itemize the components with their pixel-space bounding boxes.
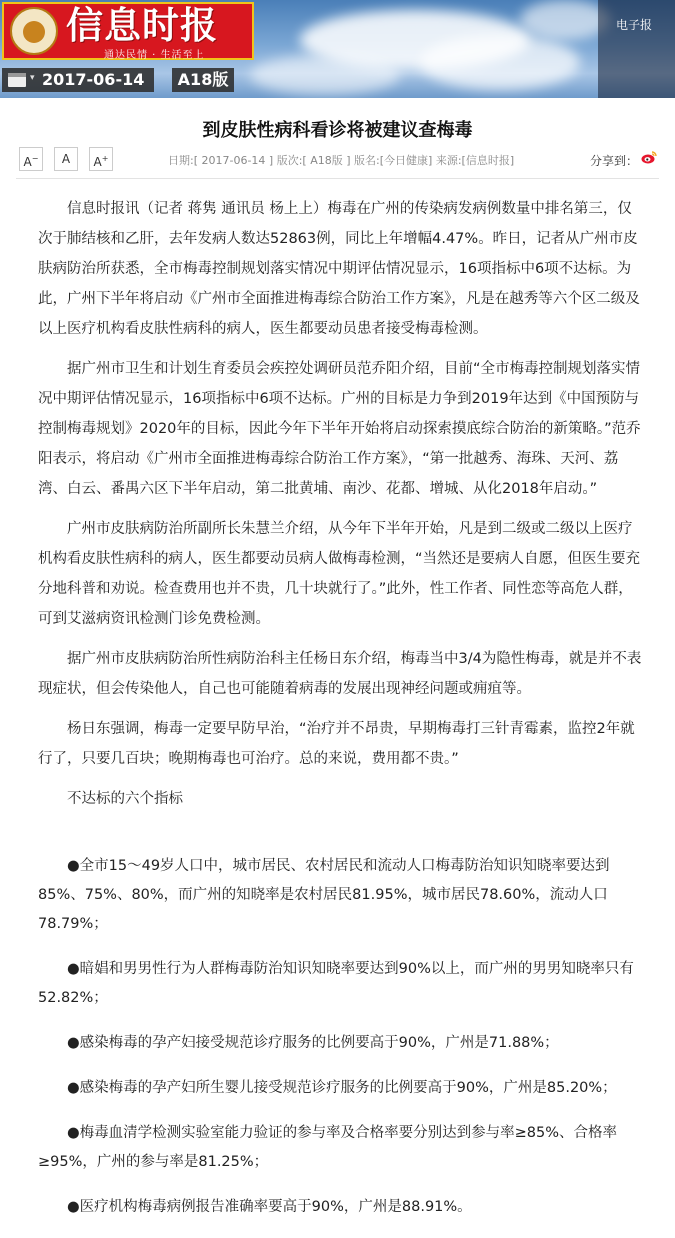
indicator-item: ●全市15～49岁人口中，城市居民、农村居民和流动人口梅毒防治知识知晓率要达到85%、75%、80%，而广州的知晓率是农村居民81.95%，城市居民78.60%，流动人口78.79%； (38, 858, 610, 932)
masthead (0, 0, 675, 98)
article-meta (168, 152, 514, 168)
meta-edition: 版次:[ A18版 ] (276, 154, 351, 167)
cloud-decoration (250, 55, 400, 95)
indicator-item: ●感染梅毒的孕产妇接受规范诊疗服务的比例要高于90%，广州是71.88%； (67, 1035, 559, 1051)
article-paragraph: 据广州市卫生和计划生育委员会疾控处调研员范乔阳介绍，目前“全市梅毒控制规划落实情况中期评估情况显示，16项指标中6项不达标。广州的目标是力争到2019年达到《中国预防与控制梅毒规划》2020年的目标，因此今年下半年开始将启动探索摸底综合防治的新策略。”范乔阳表示，将启动《广州市全面推进梅毒综合防治工作方案》，“第一批越秀、海珠、天河、荔湾、白云、番禺六区下半年启动，第二批黄埔、南沙、花都、增城、从化2018年启动。” (38, 361, 641, 497)
brand-slogan: 通达民情 · 生活至上 (104, 50, 205, 61)
date-selector[interactable] (2, 68, 154, 92)
chevron-down-icon: ▾ (30, 73, 35, 83)
font-increase-button[interactable]: A+ (89, 147, 113, 171)
cloud-decoration (420, 35, 580, 90)
indicator-item: ●感染梅毒的孕产妇所生婴儿接受规范诊疗服务的比例要高于90%，广州是85.20%； (67, 1080, 617, 1096)
meta-source: 来源:[信息时报] (435, 154, 515, 167)
header-divider (16, 178, 659, 179)
epaper-link[interactable]: 电子报 (616, 18, 653, 32)
brand-name: 信息时报 (66, 4, 218, 47)
meta-date: 日期:[ 2017-06-14 ] (168, 154, 274, 167)
article-paragraph: 据广州市皮肤病防治所性病防治科主任杨日东介绍，梅毒当中3/4为隐性梅毒，就是并不表现症状，但会传染他人，自己也可能随着病毒的发展出现神经问题或痈疽等。 (38, 651, 642, 697)
article-paragraph: 杨日东强调，梅毒一定要早防早治，“治疗并不昂贵，早期梅毒打三针青霉素，监控2年就行了，只要几百块；晚期梅毒也可治疗。总的来说，费用都不贵。” (38, 721, 635, 767)
article-paragraph: 信息时报讯（记者 蒋隽 通讯员 杨上上）梅毒在广州的传染病发病例数量中排名第三，仅次于肺结核和乙肝，去年发病人数达52863例，同比上年增幅4.47%。昨日，记者从广州市皮肤病防治所获悉，全市梅毒控制规划落实情况中期评估情况显示，16项指标中6项不达标。为此，广州下半年将启动《广州市全面推进梅毒综合防治工作方案》，凡是在越秀等六个区二级及以上医疗机构看皮肤性病科的病人，医生都要动员患者接受梅毒检测。 (38, 201, 640, 337)
share-label: 分享到： (590, 154, 639, 168)
subheading: 不达标的六个指标 (67, 791, 183, 807)
indicator-item: ●暗娼和男男性行为人群梅毒防治知识知晓率要达到90%以上，而广州的男男知晓率只有52.82%； (38, 961, 634, 1006)
article-paragraph: 广州市皮肤病防治所副所长朱慧兰介绍，从今年下半年开始，凡是到二级或二级以上医疗机构看皮肤性病科的病人，医生都要动员病人做梅毒检测，“当然还是要病人自愿，但医生要充分地科普和劝说。检查费用也并不贵，几十块就行了。”此外，性工作者、同性恋等高危人群，可到艾滋病资讯检测门诊免费检测。 (38, 521, 641, 627)
meta-section: 版名:[今日健康] (354, 154, 433, 167)
weibo-share-icon[interactable] (641, 150, 657, 164)
lion-mascot-icon (10, 7, 58, 55)
calendar-icon (8, 73, 26, 87)
page-selector[interactable]: A18版 (172, 68, 234, 92)
font-decrease-button[interactable]: A− (19, 147, 43, 171)
cloud-decoration (520, 0, 610, 40)
font-reset-button[interactable]: A (54, 147, 78, 171)
indicator-item: ●梅毒血清学检测实验室能力验证的参与率及合格率要分别达到参与率≥85%、合格率≥95%，广州的参与率是81.25%； (38, 1125, 618, 1170)
issue-date: 2017-06-14 (42, 70, 145, 89)
indicator-list (38, 852, 642, 1238)
article-body (38, 194, 642, 824)
epaper-panel (598, 0, 675, 98)
article-title: 到皮肤性病科看诊将被建议查梅毒 (202, 120, 473, 141)
indicator-item: ●医疗机构梅毒病例报告准确率要高于90%，广州是88.91%。 (67, 1199, 472, 1215)
newspaper-logo[interactable] (2, 2, 254, 60)
